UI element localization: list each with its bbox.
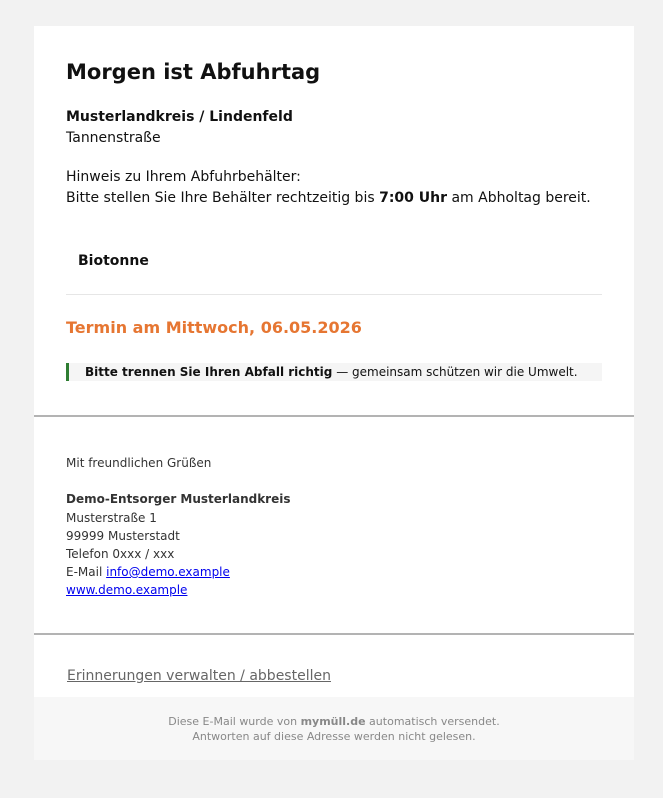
hint-after: am Abholtag bereit. (447, 190, 591, 206)
note-rest: — gemeinsam schützen wir die Umwelt. (332, 365, 578, 379)
email-title: Morgen ist Abfuhrtag (66, 60, 321, 84)
note-text (85, 365, 578, 379)
note-bold: Bitte trennen Sie Ihren Abfall richtig (85, 365, 333, 379)
region-name: Musterlandkreis / Lindenfeld (66, 109, 293, 125)
divider (66, 294, 602, 295)
footer-after: automatisch versendet. (365, 715, 500, 728)
section-divider (34, 415, 634, 417)
recycling-note (66, 363, 602, 381)
company-phone: Telefon 0xxx / xxx (66, 547, 175, 561)
footer (34, 697, 634, 760)
website-line (66, 583, 187, 597)
street-name: Tannenstraße (66, 130, 161, 146)
footer-divider (34, 633, 634, 635)
footer-line-2: Antworten auf diese Adresse werden nicht gelesen. (192, 730, 476, 743)
pickup-date: Termin am Mittwoch, 06.05.2026 (66, 318, 362, 337)
footer-before: Diese E-Mail wurde von (168, 715, 301, 728)
hint-label: Hinweis zu Ihrem Abfuhrbehälter: (66, 169, 301, 185)
company-city: 99999 Musterstadt (66, 529, 180, 543)
company-email-line (66, 565, 230, 579)
email-card (34, 26, 634, 760)
company-name: Demo-Entsorger Musterlandkreis (66, 492, 291, 506)
footer-line-1 (34, 715, 634, 728)
company-street: Musterstraße 1 (66, 511, 157, 525)
footer-brand: mymüll.de (300, 715, 366, 728)
email-link[interactable]: info@demo.example (106, 565, 230, 579)
manage-reminders-link[interactable]: Erinnerungen verwalten / abbestellen (67, 668, 331, 684)
website-link[interactable]: www.demo.example (66, 583, 188, 597)
greeting: Mit freundlichen Grüßen (66, 456, 212, 470)
email-label: E-Mail (66, 565, 107, 579)
bin-type: Biotonne (78, 253, 149, 269)
hint-time: 7:00 Uhr (379, 190, 448, 206)
hint-before: Bitte stellen Sie Ihre Behälter rechtzeitig bis (66, 190, 380, 206)
hint-text (66, 190, 591, 206)
